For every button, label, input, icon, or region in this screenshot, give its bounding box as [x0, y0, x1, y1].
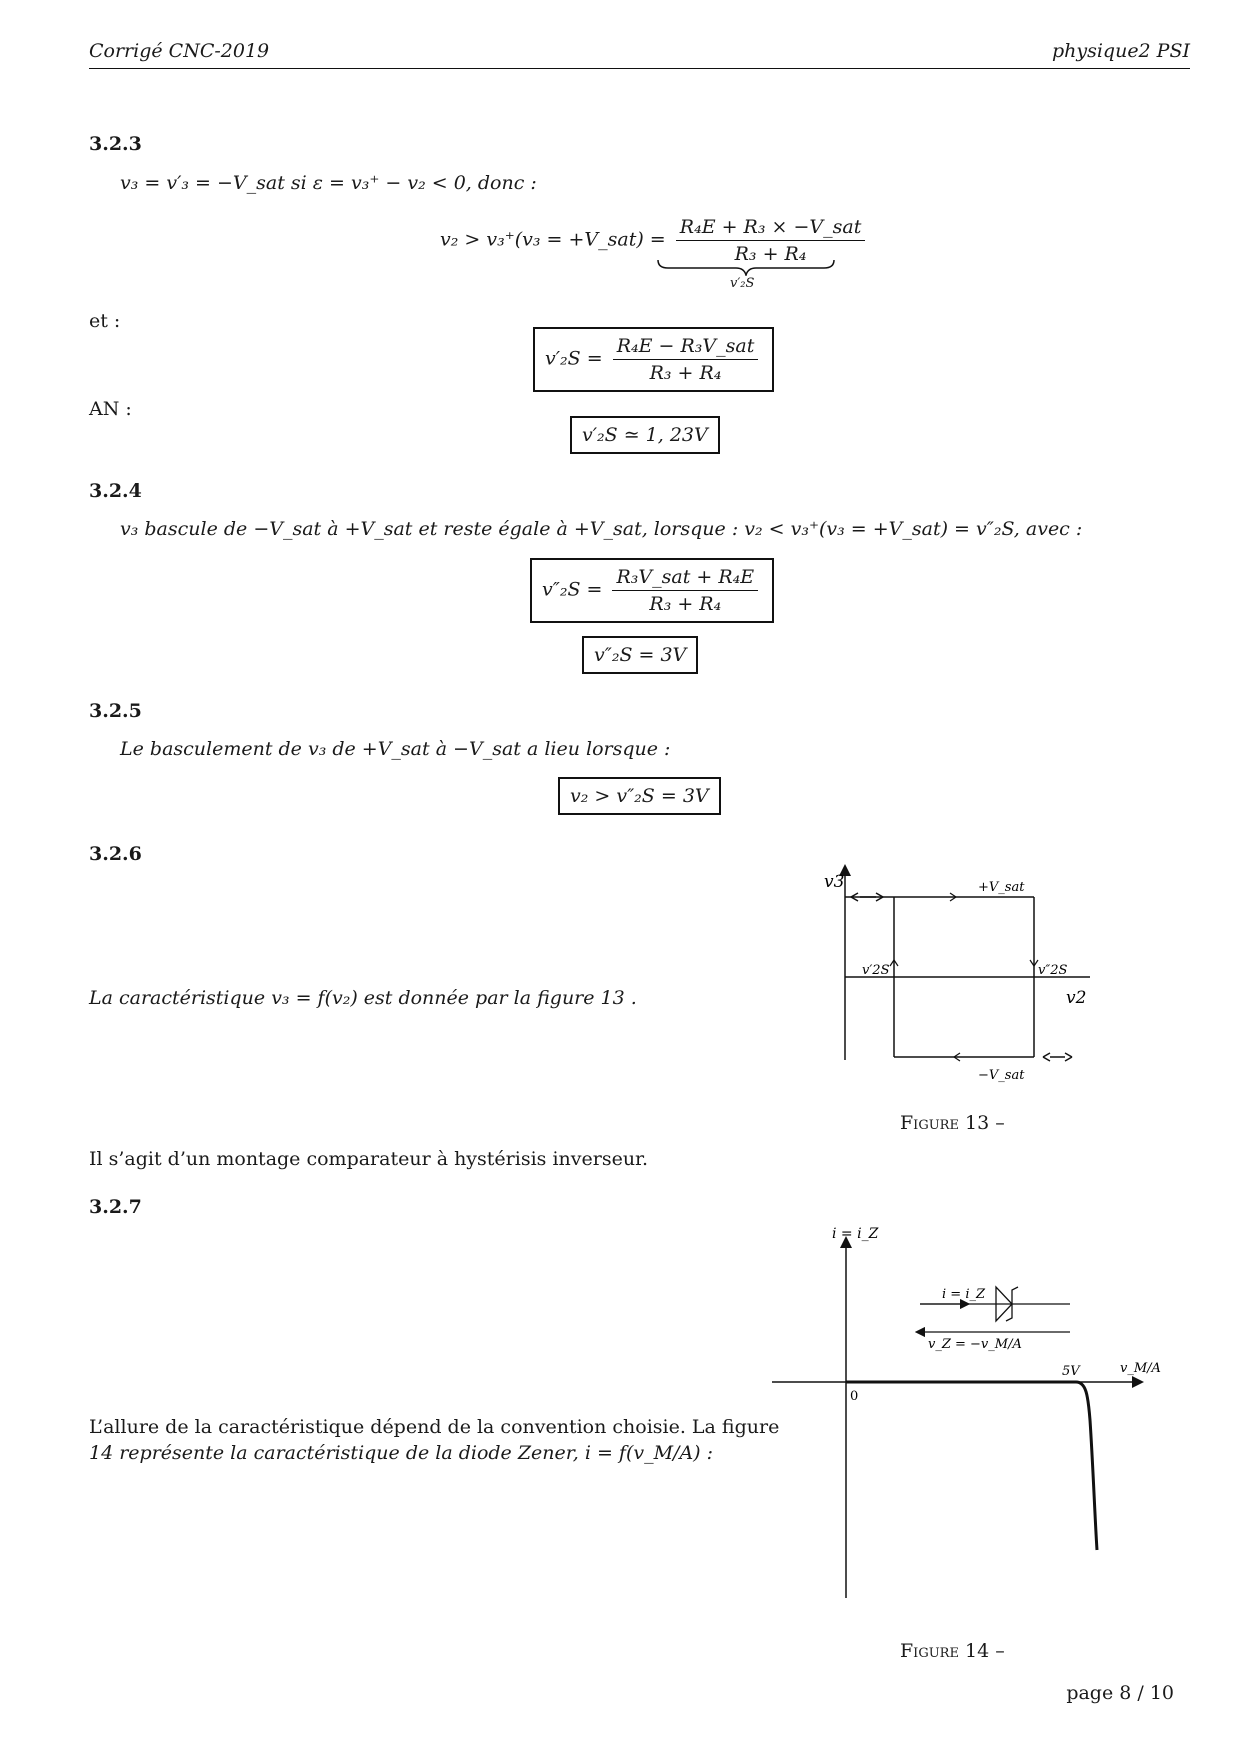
figure-13-hysteresis	[800, 860, 1100, 1090]
fig14-voltage-label: v_Z = −v_M/A	[928, 1337, 1022, 1352]
fig14-x-label: v_M/A	[1120, 1361, 1161, 1376]
figure-13-caption: Figure 13 –	[900, 1112, 1005, 1134]
fig14-knee-label: 5V	[1062, 1364, 1080, 1379]
fig14-characteristic-curve	[846, 1382, 1097, 1550]
s323-et: et :	[89, 310, 121, 332]
page-number: page 8 / 10	[1066, 1682, 1174, 1704]
s325-line1: Le basculement de v₃ de +V_sat à −V_sat a lieu lorsque :	[120, 738, 671, 760]
figure-14-caption: Figure 14 –	[900, 1640, 1005, 1662]
s323-box1-denominator: R₃ + R₄	[649, 362, 722, 384]
s324-box1	[530, 558, 774, 623]
s324-box1-fraction	[612, 566, 758, 615]
section-3-2-4-title: 3.2.4	[89, 480, 142, 502]
header-left: Corrigé CNC-2019	[89, 40, 270, 62]
s324-box1-lhs: v″₂S =	[542, 578, 603, 601]
fig13-bottom-label: −V_sat	[978, 1068, 1025, 1083]
fig14-current-label: i = i_Z	[942, 1287, 986, 1302]
s323-line1: v₃ = v′₃ = −V_sat si ε = v₃⁺ − v₂ < 0, donc :	[120, 172, 537, 194]
header-right: physique2 PSI	[1051, 40, 1190, 62]
s324-box1-numerator: R₃V_sat + R₄E	[612, 566, 758, 591]
figure-14-zener	[770, 1220, 1170, 1620]
s323-eq1-numerator: R₄E + R₃ × −V_sat	[676, 216, 866, 241]
section-3-2-5-title: 3.2.5	[89, 700, 142, 722]
s323-box1-lhs: v′₂S =	[545, 347, 603, 370]
s325-box1: v₂ > v″₂S = 3V	[558, 777, 721, 815]
s323-eq1-denominator: R₃ + R₄	[734, 243, 807, 265]
fig13-right-threshold-label: v″2S	[1038, 963, 1068, 978]
s326-conclusion: Il s’agit d’un montage comparateur à hystérisis inverseur.	[89, 1148, 649, 1170]
fig14-y-label: i = i_Z	[832, 1226, 879, 1242]
fig13-top-label: +V_sat	[978, 880, 1025, 895]
s323-box1-fraction	[613, 335, 759, 384]
fig14-origin-label: 0	[850, 1389, 859, 1404]
s327-text2: 14 représente la caractéristique de la diode Zener, i = f(v_M/A) :	[89, 1442, 714, 1464]
header-rule	[89, 68, 1190, 69]
s323-an: AN :	[89, 398, 132, 420]
s323-box2: v′₂S ≃ 1, 23V	[570, 416, 720, 454]
s324-box1-denominator: R₃ + R₄	[649, 593, 722, 615]
s323-underbrace	[656, 258, 836, 276]
fig13-x-label: v2	[1066, 988, 1087, 1008]
s323-box1-numerator: R₄E − R₃V_sat	[613, 335, 759, 360]
section-3-2-3-title: 3.2.3	[89, 133, 142, 155]
s326-text: La caractéristique v₃ = f(v₂) est donnée par la figure 13 .	[89, 987, 637, 1009]
fig13-left-threshold-label: v′2S	[862, 963, 890, 978]
s323-underbrace-label: v′₂S	[730, 276, 755, 291]
section-3-2-6-title: 3.2.6	[89, 843, 142, 865]
s324-box2: v″₂S = 3V	[582, 636, 698, 674]
section-3-2-7-title: 3.2.7	[89, 1196, 142, 1218]
s327-text1: L’allure de la caractéristique dépend de la convention choisie. La figure	[89, 1416, 780, 1438]
s323-eq1-lhs: v₂ > v₃⁺(v₃ = +V_sat) =	[440, 228, 666, 251]
fig13-y-label: v3	[824, 872, 845, 892]
s323-box1	[533, 327, 774, 392]
s324-line1: v₃ bascule de −V_sat à +V_sat et reste égale à +V_sat, lorsque : v₂ < v₃⁺(v₃ = +V_sat) = v″₂S, avec :	[120, 518, 1083, 540]
